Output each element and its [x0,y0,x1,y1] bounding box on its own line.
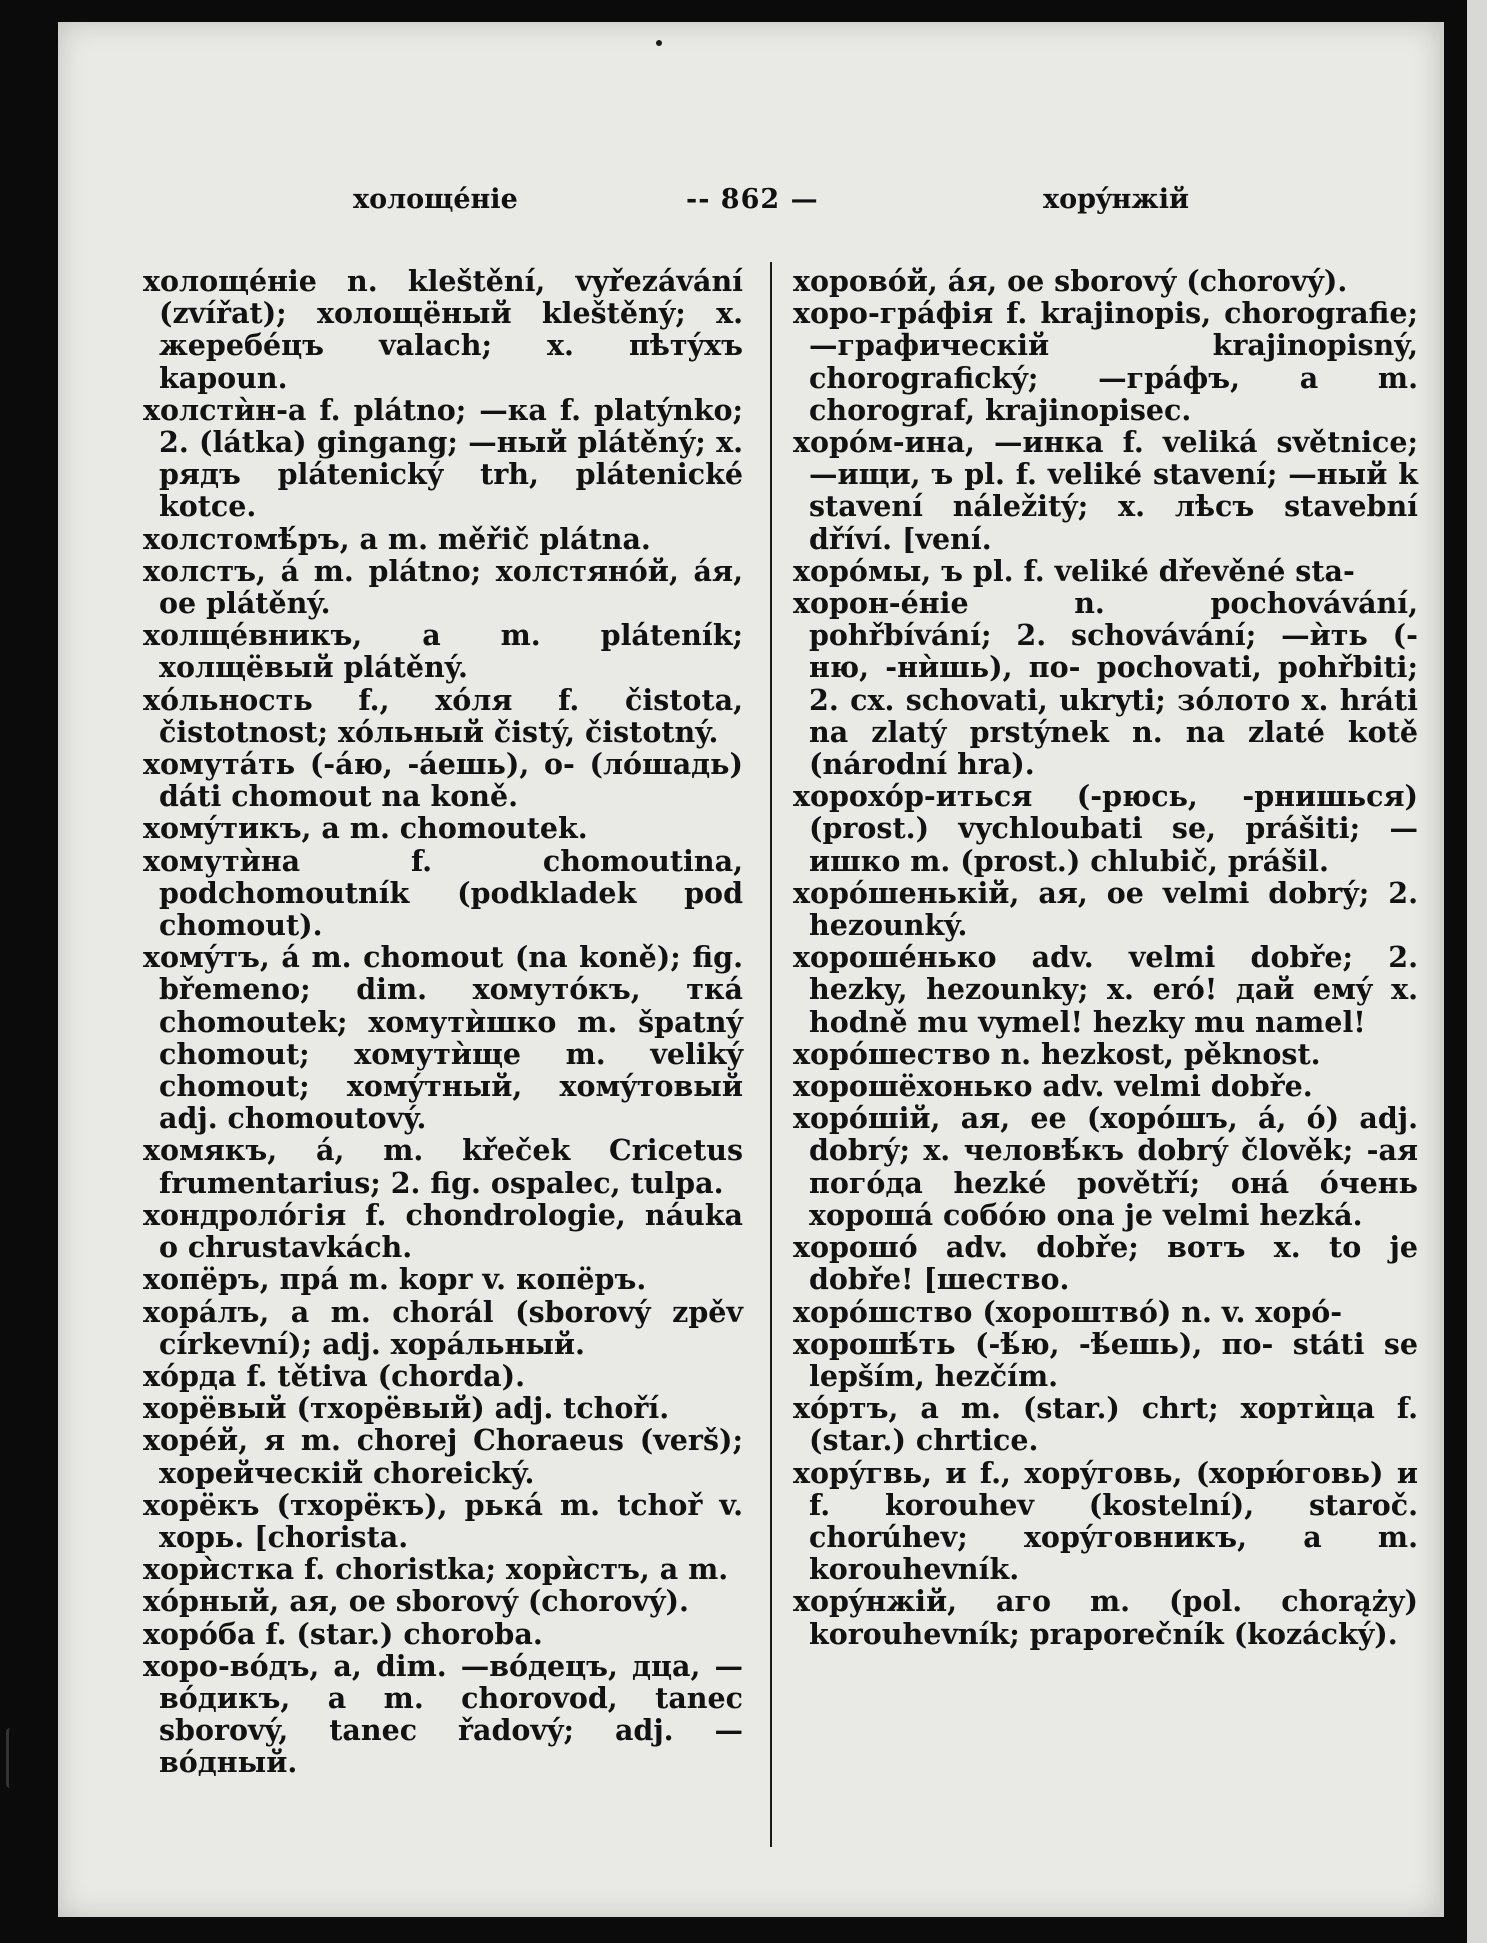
right-column [793,265,1418,1650]
header-left-guide-word: холощéніе [353,184,518,215]
dictionary-entry: хорéй, я m. chorej Choraeus (verš); хорейческій choreický. [143,1423,743,1490]
scan-edge [1467,0,1487,1943]
print-speck [656,40,662,46]
dictionary-entry: хорошѣ́ть (-ѣ́ю, -ѣ́ешь), по- státi se lepším, hezčím. [793,1326,1418,1393]
dictionary-entry: хорáлъ, а m. chorál (sborový zpěv církevní); adj. хорáльный. [143,1294,743,1361]
dictionary-page [58,22,1444,1917]
dictionary-entry: хорошó adv. dobře; вотъ x. to je dobře! [шество. [793,1230,1418,1297]
dictionary-entry: хомутáть (-áю, -áешь), о- (лóшадь) dáti chomout na koně. [143,747,743,814]
dictionary-entry: хóрда f. tětiva (chorda). [143,1358,526,1393]
dictionary-entry: хомýтикъ, а m. chomoutek. [143,811,588,846]
dictionary-entry: хондролóгія f. chondrologie, náuka o chrustavkách. [143,1197,743,1265]
dictionary-entry: холщéвникъ, а m. pláteník; холщёвый plátěný. [143,618,743,685]
dictionary-entry: хорóм-ина, —инка f. veliká světnice; —ищи, ъ pl. f. veliké stavení; —ный k stavení náležitý; x. лѣсъ stavební dříví. [vení. [793,425,1418,556]
dictionary-entry: хорошёхонько adv. velmi dobře. [793,1069,1313,1104]
dictionary-entry: хомýтъ, á m. chomout (na koně); fig. břemeno; dim. хомутóкъ, ткá chomoutek; хомутѝшко m. špatný chomout; хомутѝще m. veliký chomout; хомýтный, хомýтовый adj. chomoutový. [143,940,743,1136]
dictionary-entry: хорóшенькій, ая, oe velmi dobrý; 2. hezounký. [793,875,1418,943]
page-number: -- 862 — [686,184,819,215]
dictionary-entry: хорóшество n. hezkost, pěknost. [793,1036,1321,1071]
dictionary-entry: холстѝн-а f. plátno; —ка f. platýnko; 2. (látka) gingang; —ный plátěný; x. рядъ plátenický trh, plátenické kotce. [143,392,743,524]
dictionary-entry: хорохóр-иться (-рюсь, -рнишься) (prost.) vychloubati se, prášiti; —ишко m. (prost.) chlubič, prášil. [793,779,1418,878]
dictionary-entry: хорóба f. (star.) choroba. [143,1616,543,1651]
dictionary-entry: хорóмы, ъ pl. f. veliké dřevěné sta- [793,553,1355,588]
dictionary-entry: хомутѝна f. chomoutina, podchomoutník (podkladek pod chomout). [143,843,743,943]
dictionary-entry: хомякъ, á, m. křeček Cricetus frumentarius; 2. fig. ospalec, tulpa. [143,1133,743,1200]
dictionary-entry: хóльность f., хóля f. čistota, čistotnost; хóльный čistý, čistotný. [143,682,743,749]
dictionary-entry: хорёвый (тхорёвый) adj. tchoří. [143,1391,670,1426]
binding-mark [6,1728,14,1788]
dictionary-entry: хоровóй, áя, oe sborový (chorový). [793,264,1348,298]
dictionary-entry: хóрный, ая, oe sborový (chorový). [143,1584,689,1619]
dictionary-entry: хопёръ, прá m. kopr v. копёръ. [143,1262,647,1297]
dictionary-entry: хорýнжій, аго m. (pol. chorąży) korouhevník; praporečník (kozácký). [793,1584,1418,1651]
left-column [143,265,743,1779]
column-divider [770,262,772,1847]
dictionary-entry: холстомѣ́ръ, а m. měřič plátna. [143,521,651,556]
dictionary-entry: хоро-грáфія f. krajinopis, chorografie; —графическій krajinopisný, chorografický; —грáфъ, а m. chorograf, krajinopisec. [793,296,1418,427]
dictionary-entry: хорóшій, ая, ее (хорóшъ, á, ó) adj. dobrý; x. человѣ́къ dobrý člověk; -ая погóда hezké povětří; онá óчень хорошá собóю ona je velmi hezká. [793,1101,1418,1232]
dictionary-entry: хорýгвь, и f., хорýговь, (хорю́говь) и f. korouhev (kostelní), staroč. chorúhev; хорýговникъ, а m. korouhevník. [793,1455,1418,1587]
dictionary-entry: хорон-éніе n. pochovávání, pohřbívání; 2. schovávání; —ѝть (-ню, -нѝшь), по- pochovati, pohřbiti; 2. сх. schovati, ukryti; зóлото x. hráti na zlatý prstýnek n. na zlaté kotě (národní hra). [793,586,1418,782]
dictionary-entry: хóртъ, а m. (star.) chrt; хортѝца f. (star.) chrtice. [793,1391,1418,1458]
dictionary-entry: холстъ, á m. plátno; холстянóй, áя, oe plátěný. [143,553,743,621]
dictionary-entry: хорѝстка f. choristka; хорѝстъ, а m. [143,1552,729,1587]
header-right-guide-word: хорýнжій [1043,184,1189,215]
dictionary-entry: хорóшство (хороштвó) n. v. хорó- [793,1294,1343,1329]
dictionary-entry: хоро-вóдъ, а, dim. —вóдецъ, дца, —вóдикъ, а m. chorovod, tanec sborový, tanec řadový; adj. —вóдный. [143,1648,743,1780]
dictionary-entry: хорёкъ (тхорёкъ), рькá m. tchoř v. хорь. [chorista. [143,1487,743,1554]
dictionary-entry: холощéніе n. kleštění, vyřezávání (zvířat); холощёный kleštěný; x. жеребéцъ valach; x. пѣтýхъ kapoun. [143,264,743,395]
running-header [58,184,1440,224]
dictionary-entry: хорошéнько adv. velmi dobře; 2. hezky, hezounky; x. eró! дай емý x. hodně mu vymel! hezky mu namel! [793,940,1418,1039]
